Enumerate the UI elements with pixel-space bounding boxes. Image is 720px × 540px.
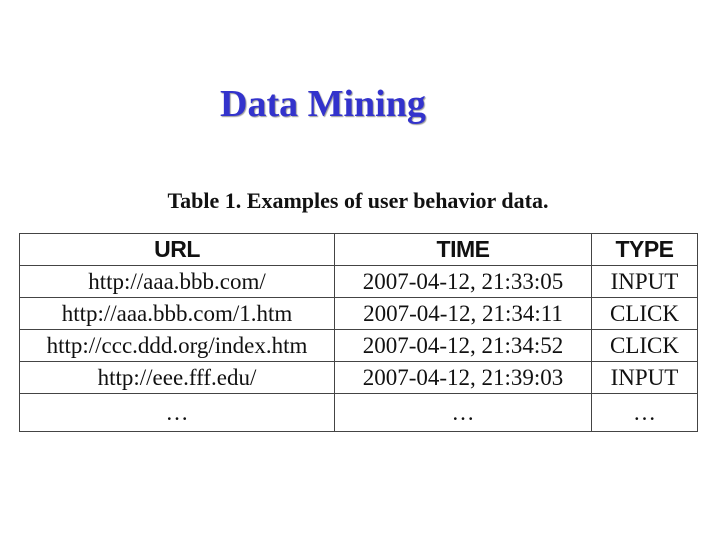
cell-time: 2007-04-12, 21:39:03	[335, 362, 592, 394]
cell-type: …	[592, 394, 698, 432]
table-row	[20, 330, 698, 362]
header-type: TYPE	[592, 234, 698, 266]
table-header-row	[20, 234, 698, 266]
user-behavior-table	[19, 233, 698, 432]
slide-title: Data Mining	[220, 83, 426, 125]
cell-url: …	[20, 394, 335, 432]
cell-type: CLICK	[592, 298, 698, 330]
header-url: URL	[20, 234, 335, 266]
cell-url: http://ccc.ddd.org/index.htm	[20, 330, 335, 362]
cell-url: http://aaa.bbb.com/1.htm	[20, 298, 335, 330]
table-row	[20, 298, 698, 330]
cell-time: 2007-04-12, 21:34:52	[335, 330, 592, 362]
cell-url: http://aaa.bbb.com/	[20, 266, 335, 298]
table-row-ellipsis	[20, 394, 698, 432]
header-time: TIME	[335, 234, 592, 266]
cell-type: CLICK	[592, 330, 698, 362]
table-caption: Table 1. Examples of user behavior data.	[167, 188, 549, 213]
cell-time: 2007-04-12, 21:33:05	[335, 266, 592, 298]
table-row	[20, 266, 698, 298]
cell-type: INPUT	[592, 266, 698, 298]
cell-url: http://eee.fff.edu/	[20, 362, 335, 394]
cell-type: INPUT	[592, 362, 698, 394]
table-row	[20, 362, 698, 394]
cell-time: …	[335, 394, 592, 432]
cell-time: 2007-04-12, 21:34:11	[335, 298, 592, 330]
